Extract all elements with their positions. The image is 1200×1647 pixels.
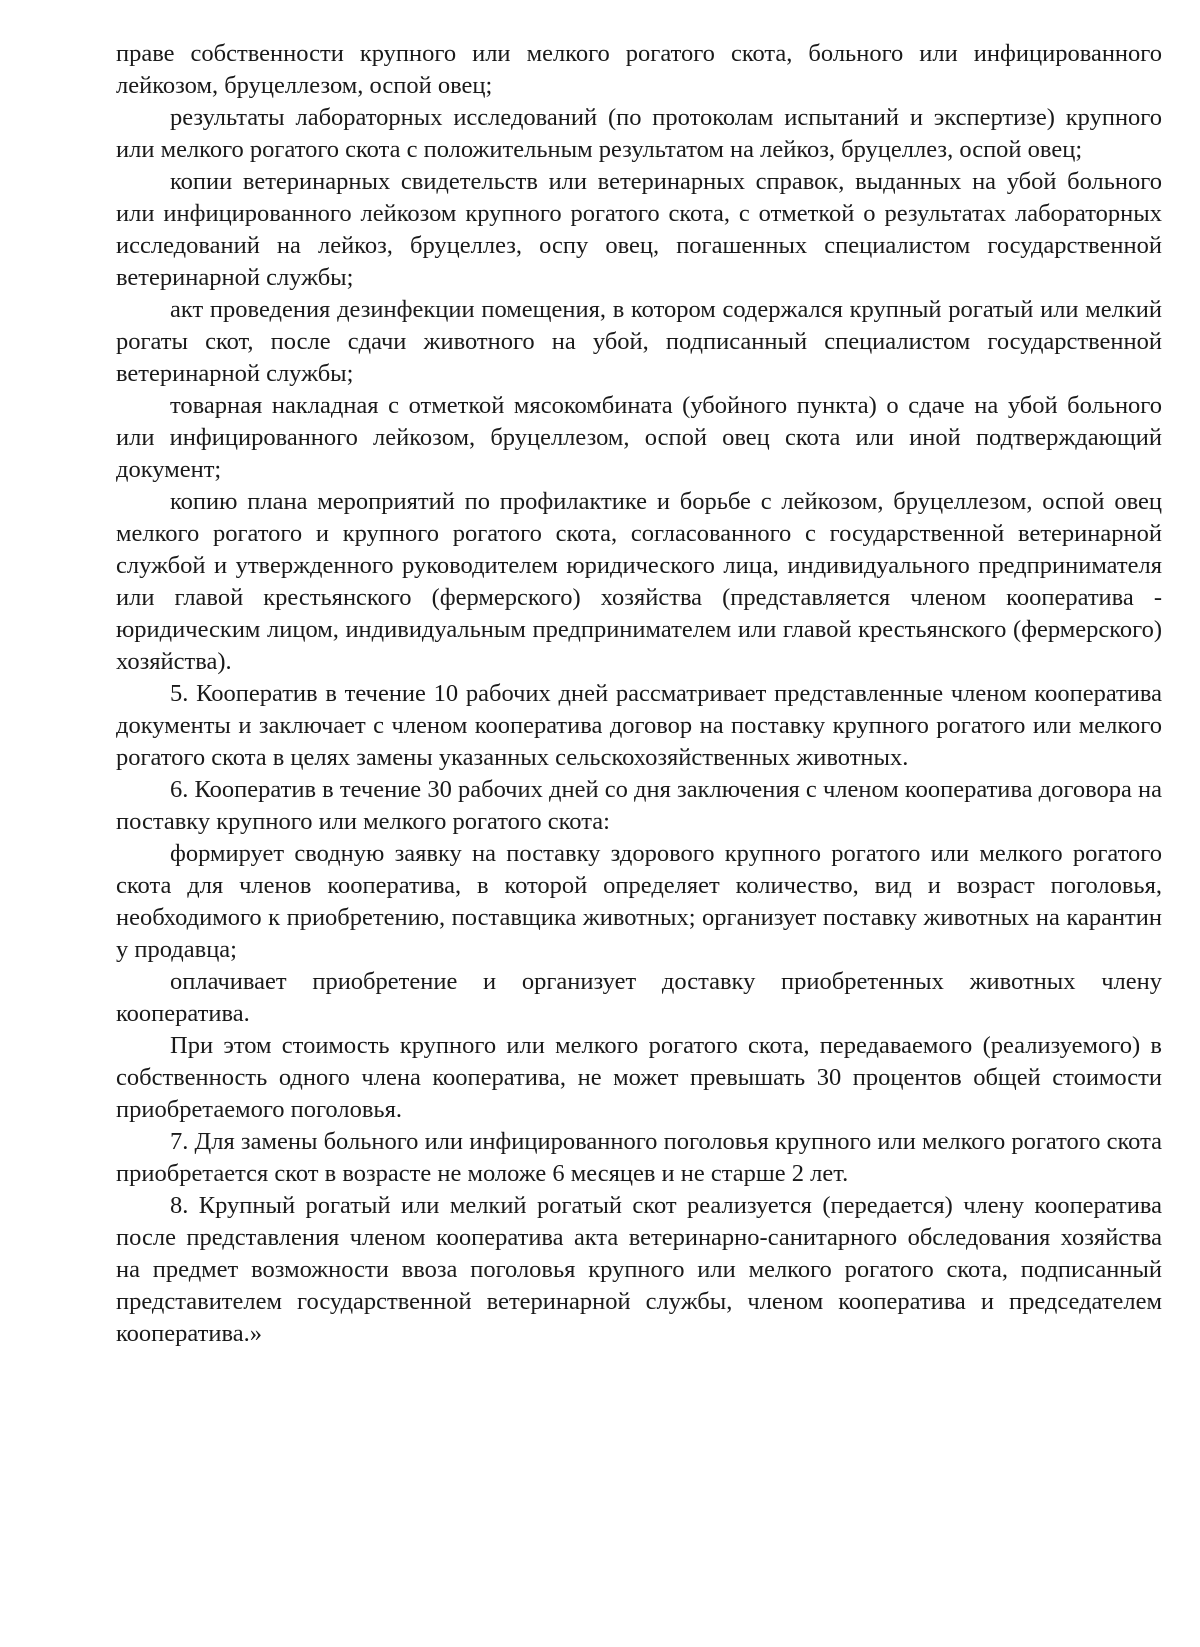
paragraph-disinfection-act: акт проведения дезинфекции помещения, в котором содержался крупный рогатый или мелкий рогаты скот, после сдачи животного на убой, подписанный специалистом государственной ветеринарной службы;	[116, 296, 1162, 387]
paragraph-consignment-note: товарная накладная с отметкой мясокомбината (убойного пункта) о сдаче на убой больного или инфицированного лейкозом, бруцеллезом, оспой овец скота или иной подтверждающий документ;	[116, 392, 1162, 483]
document-body	[116, 38, 1162, 1350]
paragraph-item-6: 6. Кооператив в течение 30 рабочих дней со дня заключения с членом кооператива договора на поставку крупного или мелкого рогатого скота:	[116, 776, 1162, 835]
paragraph-item-8: 8. Крупный рогатый или мелкий рогатый скот реализуется (передается) члену кооператива после представления членом кооператива акта ветеринарно-санитарного обследования хозяйства на предмет возможности ввоза поголовья крупного или мелкого рогатого скота, подписанный представителем государственной ветеринарной службы, членом кооператива и председателем кооператива.»	[116, 1192, 1162, 1347]
paragraph-vet-certificates: копии ветеринарных свидетельств или ветеринарных справок, выданных на убой больного или инфицированного лейкозом крупного рогатого скота, с отметкой о результатах лабораторных исследований на лейкоз, бруцеллез, оспу овец, погашенных специалистом государственной ветеринарной службы;	[116, 168, 1162, 291]
paragraph-payment-delivery: оплачивает приобретение и организует доставку приобретенных животных члену кооператива.	[116, 968, 1162, 1027]
paragraph-cost-limit: При этом стоимость крупного или мелкого рогатого скота, передаваемого (реализуемого) в собственность одного члена кооператива, не может превышать 30 процентов общей стоимости приобретаемого поголовья.	[116, 1032, 1162, 1123]
paragraph-ownership-continuation: праве собственности крупного или мелкого рогатого скота, больного или инфицированного лейкозом, бруцеллезом, оспой овец;	[116, 40, 1162, 99]
paragraph-consolidated-request: формирует сводную заявку на поставку здорового крупного рогатого или мелкого рогатого скота для членов кооператива, в которой определяет количество, вид и возраст поголовья, необходимого к приобретению, поставщика животных; организует поставку животных на карантин у продавца;	[116, 840, 1162, 963]
paragraph-item-5: 5. Кооператив в течение 10 рабочих дней рассматривает представленные членом кооператива документы и заключает с членом кооператива договор на поставку крупного рогатого или мелкого рогатого скота в целях замены указанных сельскохозяйственных животных.	[116, 680, 1162, 771]
paragraph-item-7: 7. Для замены больного или инфицированного поголовья крупного или мелкого рогатого скота приобретается скот в возрасте не моложе 6 месяцев и не старше 2 лет.	[116, 1128, 1162, 1187]
paragraph-prevention-plan: копию плана мероприятий по профилактике и борьбе с лейкозом, бруцеллезом, оспой овец мелкого рогатого и крупного рогатого скота, согласованного с государственной ветеринарной службой и утвержденного руководителем юридического лица, индивидуального предпринимателя или главой крестьянского (фермерского) хозяйства (представляется членом кооператива - юридическим лицом, индивидуальным предпринимателем или главой крестьянского (фермерского) хозяйства).	[116, 488, 1162, 675]
paragraph-lab-results: результаты лабораторных исследований (по протоколам испытаний и экспертизе) крупного или мелкого рогатого скота с положительным результатом на лейкоз, бруцеллез, оспой овец;	[116, 104, 1162, 163]
